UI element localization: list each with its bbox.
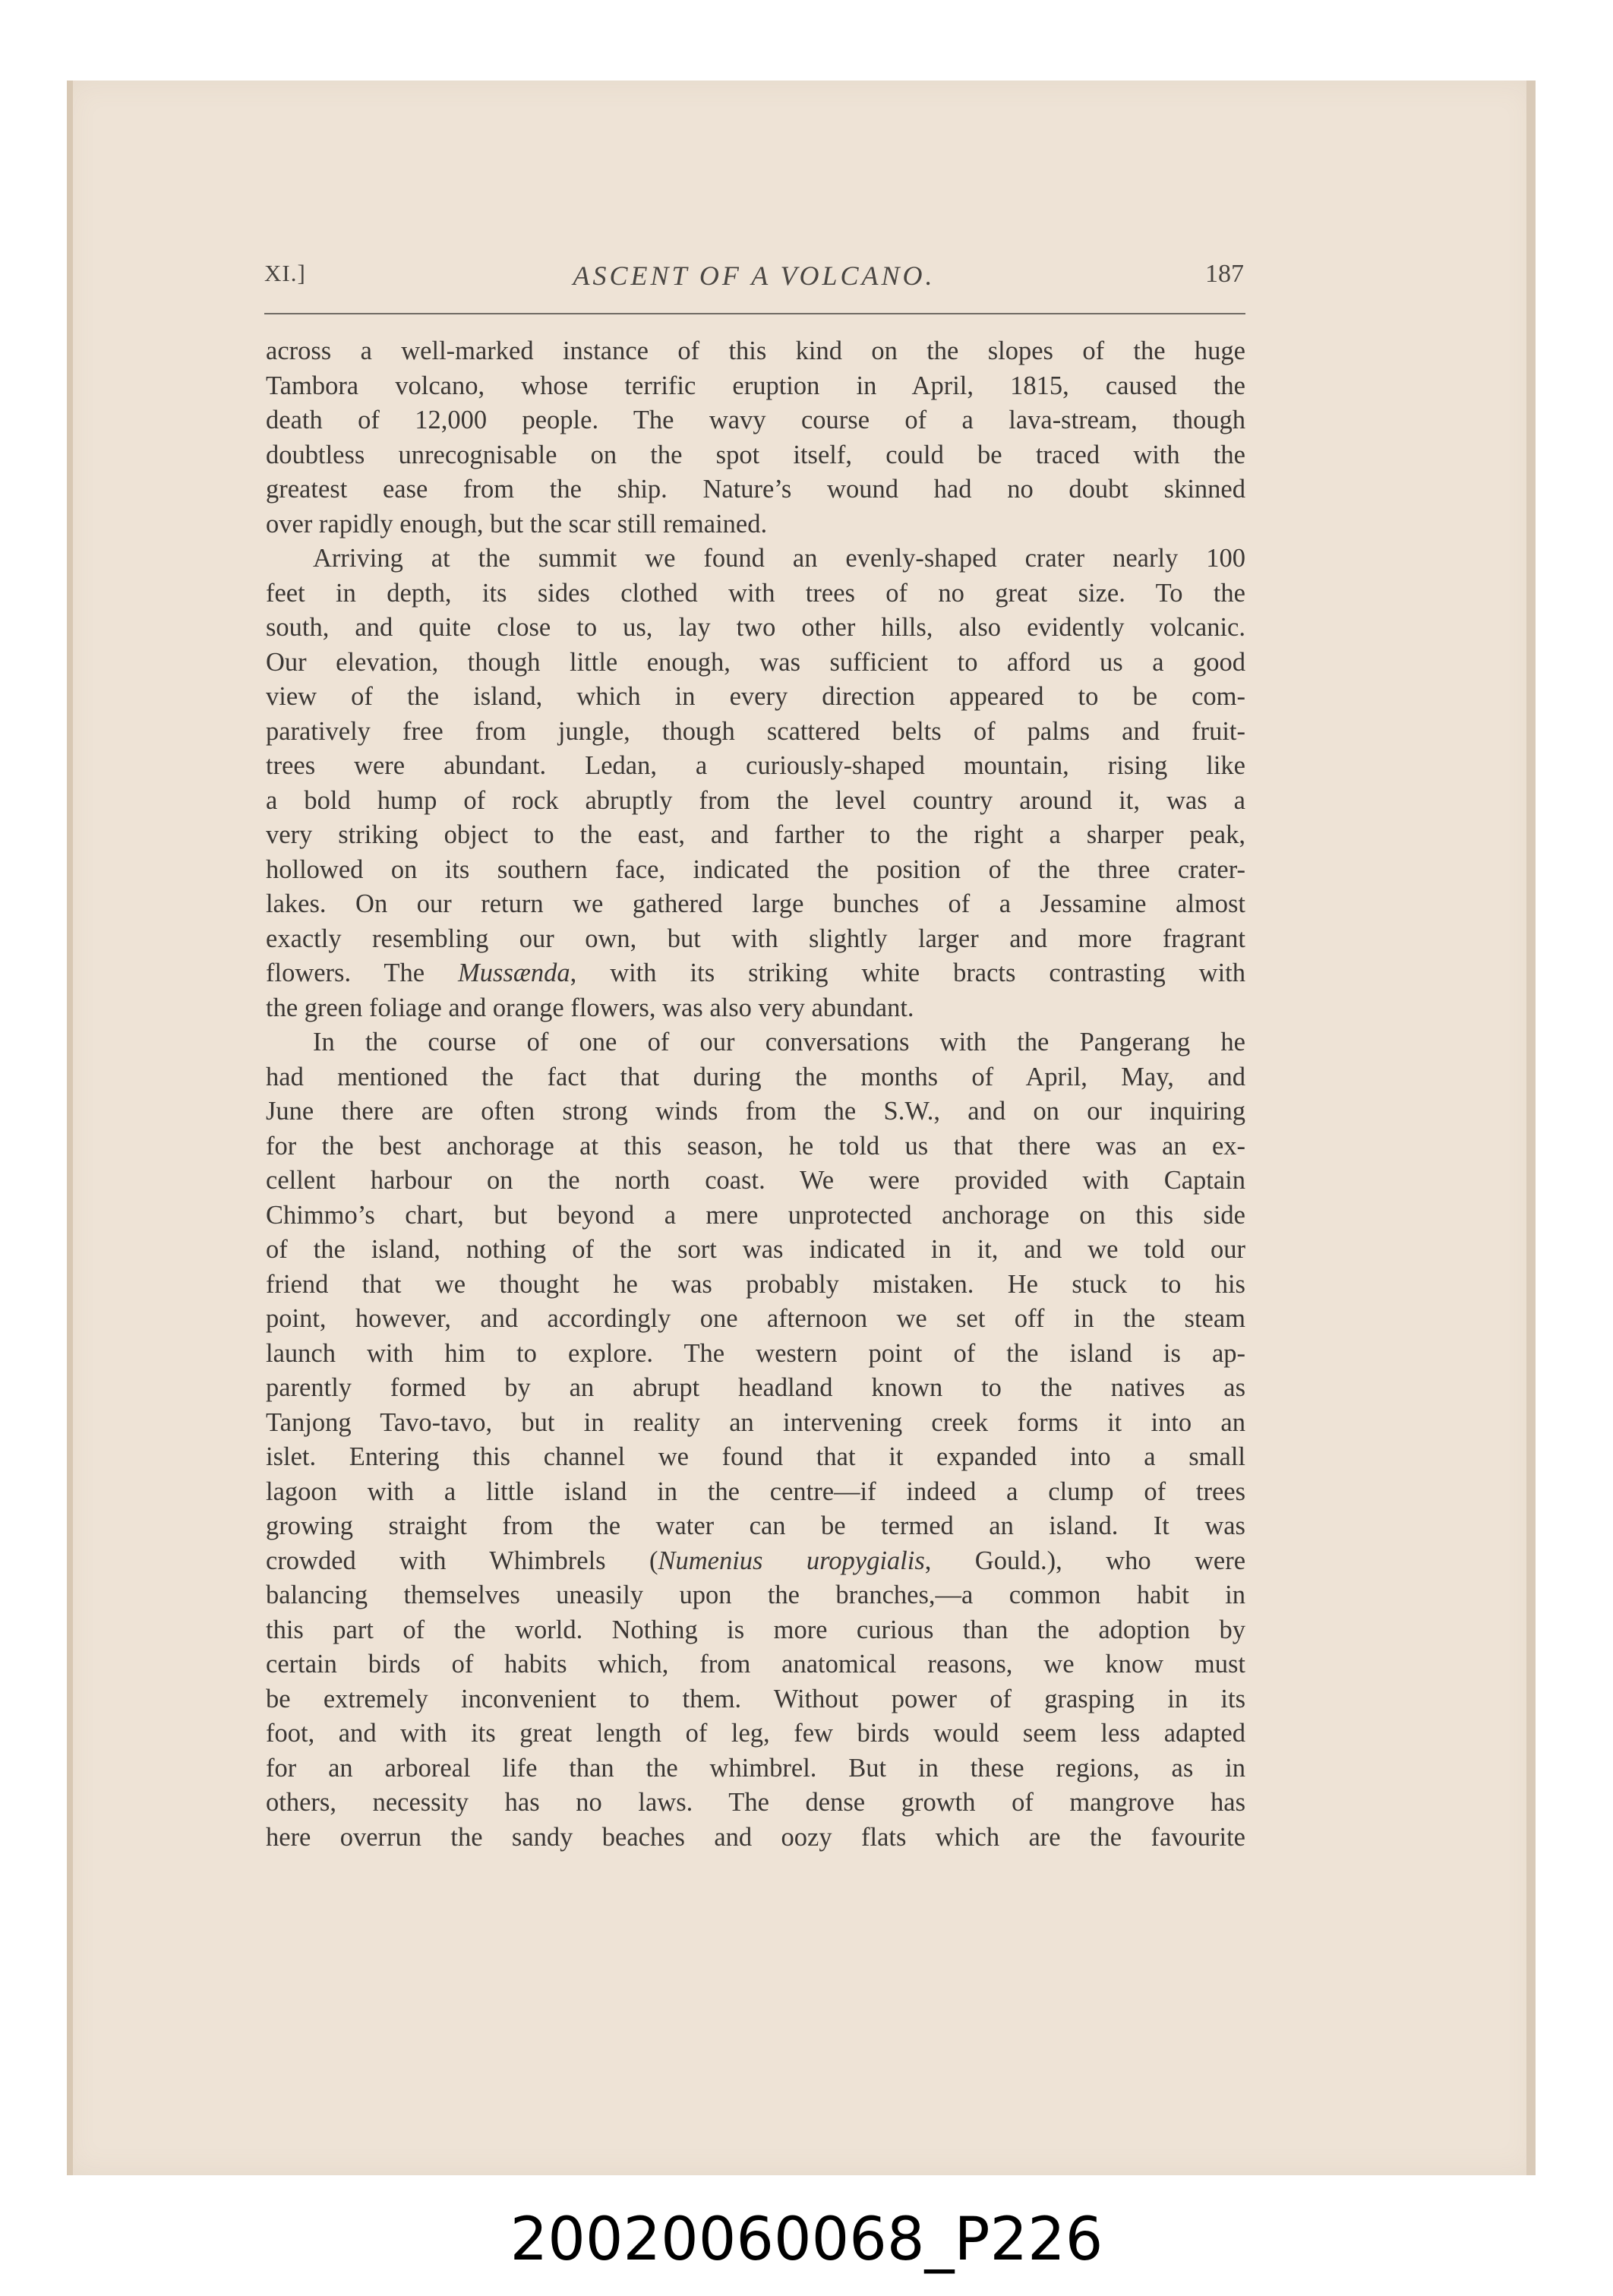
text-run: , Gould.), who were [924,1546,1246,1575]
italic-term: Mussænda [458,959,570,987]
text-line [266,1337,1245,1372]
text-line [266,646,1245,681]
chapter-title: ASCENT OF A VOLCANO. [573,261,936,291]
text-run: foot, and with its great length of leg, few birds would seem less adapted [266,1719,1245,1748]
text-line [266,1613,1245,1648]
italic-term: Numenius uropygialis [658,1546,925,1575]
text-line [266,1164,1245,1199]
text-run: trees were abundant. Ledan, a curiously-shaped mountain, rising like [266,751,1245,780]
text-line [266,576,1245,611]
text-line [266,715,1245,750]
text-run: In the course of one of our conversations with the Pangerang he [313,1028,1245,1056]
text-run: paratively free from jungle, though scattered belts of palms and fruit- [266,716,1245,746]
text-run: parently formed by an abrupt headland known to the natives as [266,1373,1245,1402]
text-run: south, and quite close to us, lay two other hills, also evidently volcanic. [266,613,1245,642]
text-run: , with its striking white bracts contrasting with [570,959,1245,987]
text-run: lagoon with a little island in the centre—if indeed a clump of trees [266,1476,1245,1506]
running-head [264,260,1244,298]
page-number: 187 [1205,260,1244,288]
page-left-edge-shadow [67,81,73,2175]
header-rule [264,313,1245,314]
text-run: launch with him to explore. The western point of the island is ap- [266,1338,1245,1368]
text-run: Our elevation, though little enough, was sufficient to afford us a good [266,647,1245,677]
text-line [266,1302,1245,1337]
text-run: friend that we thought he was probably mistaken. He stuck to his [266,1269,1245,1299]
text-line [266,1544,1245,1579]
text-run: a bold hump of rock abruptly from the level country around it, was a [266,785,1245,815]
text-run: certain birds of habits which, from anatomical reasons, we know must [266,1650,1245,1679]
text-line [266,403,1245,438]
text-run: over rapidly enough, but the scar still remained. [266,509,768,538]
text-line [266,1716,1245,1751]
text-run: very striking object to the east, and farther to the right a sharper peak, [266,820,1245,849]
text-run: lakes. On our return we gathered large bunches of a Jessamine almost [266,889,1245,918]
text-run: had mentioned the fact that during the months of April, May, and [266,1062,1245,1091]
text-run: across a well-marked instance of this kind on the slopes of the huge [266,336,1245,365]
text-run: point, however, and accordingly one afternoon we set off in the steam [266,1304,1245,1333]
text-line [266,1751,1245,1786]
text-line [266,1371,1245,1406]
text-run: Tanjong Tavo-tavo, but in reality an intervening creek forms it into an [266,1407,1245,1437]
text-line [266,680,1245,715]
text-run: flowers. The [266,959,459,987]
text-line [266,1094,1245,1129]
text-line [266,1578,1245,1613]
text-line [266,749,1245,784]
text-run: cellent harbour on the north coast. We were provided with Captain [266,1166,1245,1195]
text-run: for the best anchorage at this season, he told us that there was an ex- [266,1131,1245,1161]
text-line [266,853,1245,888]
text-line [266,784,1245,819]
text-line [266,542,1245,576]
text-run: crowded with Whimbrels ( [266,1546,658,1575]
text-run: for an arboreal life than the whimbrel. But in these regions, as in [266,1753,1245,1783]
text-line [266,1129,1245,1164]
text-run: doubtless unrecognisable on the spot itself, could be traced with the [266,440,1245,469]
text-run: others, necessity has no laws. The dense growth of mangrove has [266,1788,1245,1817]
text-run: greatest ease from the ship. Nature’s wound had no doubt skinned [266,475,1245,504]
text-line [266,991,1245,1026]
text-line [266,1060,1245,1095]
text-line [266,1199,1245,1233]
text-line [266,1821,1245,1855]
text-run: Arriving at the summit we found an evenly-shaped crater nearly 100 [313,544,1245,573]
text-run: hollowed on its southern face, indicated the position of the three crater- [266,854,1245,884]
text-line [266,472,1245,507]
text-line [266,1268,1245,1303]
text-line [266,887,1245,922]
image-identifier-caption: 20020060068_P226 [510,2206,1103,2274]
text-line [266,1475,1245,1510]
text-run: view of the island, which in every direction appeared to be com- [266,682,1245,711]
text-run: exactly resembling our own, but with slightly larger and more fragrant [266,924,1245,953]
text-line [266,818,1245,853]
text-run: islet. Entering this channel we found that it expanded into a small [266,1442,1245,1471]
text-run: this part of the world. Nothing is more curious than the adoption by [266,1615,1245,1644]
text-line [266,507,1245,542]
text-run: here overrun the sandy beaches and oozy flats which are the favourite [266,1822,1245,1852]
text-line [266,369,1245,404]
text-run: death of 12,000 people. The wavy course of a lava-stream, though [266,406,1245,434]
text-line [266,1440,1245,1475]
text-line [266,1786,1245,1821]
text-run: growing straight from the water can be termed an island. It was [266,1511,1245,1540]
chapter-number: XI.] [264,260,306,286]
text-run: June there are often strong winds from the S.W., and on our inquiring [266,1097,1245,1126]
text-line [266,956,1245,991]
page-right-edge-shadow [1526,81,1536,2175]
text-run: Chimmo’s chart, but beyond a mere unprotected anchorage on this side [266,1200,1245,1230]
text-run: Tambora volcano, whose terrific eruption in April, 1815, caused the [266,371,1245,400]
text-line [266,1406,1245,1441]
text-line [266,611,1245,646]
text-line [266,1025,1245,1060]
text-line [266,1647,1245,1682]
text-line [266,1233,1245,1268]
text-line [266,334,1245,369]
text-run: be extremely inconvenient to them. Without power of grasping in its [266,1684,1245,1713]
text-line [266,1509,1245,1544]
text-line [266,438,1245,473]
body-text [266,334,1245,1855]
text-run: balancing themselves uneasily upon the branches,—a common habit in [266,1581,1245,1609]
text-line [266,1682,1245,1717]
text-run: feet in depth, its sides clothed with trees of no great size. To the [266,578,1245,608]
text-run: of the island, nothing of the sort was indicated in it, and we told our [266,1235,1245,1264]
text-run: the green foliage and orange flowers, was also very abundant. [266,993,914,1022]
text-line [266,922,1245,957]
